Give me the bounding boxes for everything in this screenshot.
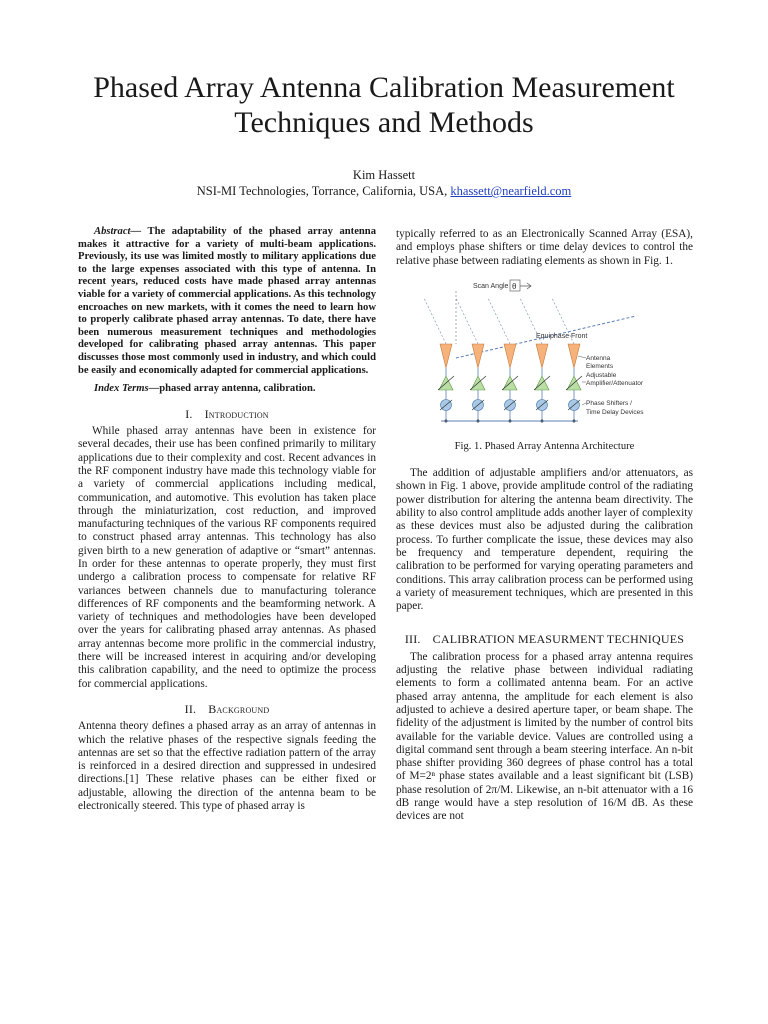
antenna-label: Antenna (586, 354, 611, 362)
antenna-element-icon (504, 344, 516, 368)
beam-ray (456, 298, 478, 344)
author-affiliation (40, 183, 728, 199)
antenna-element-icon (472, 344, 484, 368)
antenna-leader-line (578, 356, 586, 358)
introduction-paragraph: While phased array antennas have been in existence for several decades, their use has been confined primarily to military applications due to their complexity and cost. Recent advances in the RF component industry have made this technology viable for a variety of commercial applications including medical, communication, and automotive. This evolution has taken place through the miniaturization, cost reduction, and improved manufacturing techniques of the various RF components required to construct phased array antennas. This technology has also given birth to a new generation of adaptive or “smart” antennas. In order for these antennas to operate properly, they must first undergo a calibration process to compensate for relative RF variances between channels due to manufacturing tolerance differences of RF components and the beamforming network. A variety of techniques and methodologies have been developed over the years for calibrating phased array antennas. As phased array antennas become more prolific in the commercial industry, there will be increased interest in acquiring and/or developing this calibration capability, and the need to optimize the process for commercial applications. (78, 425, 376, 690)
time-delay-label: Time Delay Devices (586, 408, 644, 416)
section-heading-introduction (78, 408, 376, 421)
paper-title (40, 70, 728, 140)
phase-shifters-label: Phase Shifters / (586, 399, 632, 407)
index-terms (78, 383, 376, 396)
author-email-link[interactable]: khassett@nearfield.com (450, 184, 572, 198)
after-figure-paragraph: The addition of adjustable amplifiers and/or attenuators, as shown in Fig. 1 above, provide amplitude control of the radiating power distribution for altering the antenna beam directivity. The ability to also control amplitude adds another layer of complexity as these devices must also be adjusted during the calibration process. To further complicate the issue, these devices may also be frequency and temperature dependent, requiring the calibration to be performed for varying operating parameters and conditions. This array calibration process can be performed using a variety of measurement techniques, which are presented in this paper. (396, 467, 693, 613)
scan-angle-arrow (520, 283, 531, 289)
beam-ray (424, 298, 446, 344)
title-line-2: Techniques and Methods (234, 106, 534, 139)
author-name: Kim Hassett (352, 168, 416, 182)
amplifier-attenuator-label: Amplifier/Attenuator (586, 379, 644, 387)
section-number: III. (404, 632, 421, 647)
elements-label: Elements (586, 362, 614, 370)
section-heading-background (78, 703, 376, 716)
section-heading-calibration (396, 633, 693, 646)
section-title: Introduction (204, 406, 269, 421)
background-continued-paragraph: typically referred to as an Electronically Scanned Array (ESA), and employs phase shifters or time delay devices to control the relative phase between radiating elements as shown in Fig. 1. (396, 228, 693, 267)
index-terms-text: —phased array antenna, calibration. (148, 383, 316, 395)
right-column (396, 228, 693, 824)
figure-1-diagram (396, 278, 693, 428)
section-title: Background (208, 701, 270, 716)
background-paragraph: Antenna theory defines a phased array as an array of antennas in which the relative phases of the respective signals feeding the antennas are set so that the effective radiation pattern of the array is reinforced in a desired direction and suppressed in undesired directions.[1] These relative phases can be either fixed or adjustable, allowing the direction of the antenna beam to be electronically steered. This type of phased array is (78, 720, 376, 813)
antenna-element-icon (440, 344, 452, 368)
beam-ray (488, 298, 510, 344)
calibration-paragraph: The calibration process for a phased array antenna requires adjusting the relative phase between individual radiating elements to form a collimated antenna beam. For an active phased array antenna, the amplitude for each element is also adjusted to achieve a desired aperture taper, or beam shape. The fidelity of the adjustment is limited by the number of control bits available for the variable device. Values are controlled using a digital command sent through a beam steering interface. An n-bit phase shifter providing 360 degrees of phase control has a total of M=2ⁿ phase states available and a least significant bit (LSB) phase resolution of 2π/M. Likewise, an n-bit attenuator with a 16 dB range would have a step resolution of 16/M dB. As these devices are not (396, 650, 693, 823)
section-title: CALIBRATION MEASURMENT TECHNIQUES (432, 632, 685, 647)
figure-1-caption: Fig. 1. Phased Array Antenna Architecture (454, 440, 635, 452)
abstract-text: The adaptability of the phased array antenna makes it attractive for a variety of multi-beam applications. Previously, its use was limited mostly to military applications due to the large expenses associated with this type of antenna. In recent years, reduced costs have made phased array antennas viable for a variety of commercial applications. As this technology encroaches on new markets, with it comes the need to learn how to properly calibrate phased array antennas. To date, there have been numerous measurement techniques and methodologies developed for calibrating phased array antennas. This paper discusses those most commonly used in industry, and which could be easily and economically adapted for commercial applications. (78, 226, 376, 376)
title-line-1: Phased Array Antenna Calibration Measurement (93, 71, 675, 104)
antenna-element-icon (536, 344, 548, 368)
phased-array-diagram (396, 278, 693, 428)
abstract-label: Abstract— (94, 226, 142, 237)
equiphase-front-label: Equiphase Front (536, 332, 588, 340)
scan-angle-label: Scan Angle (473, 282, 509, 290)
abstract (78, 226, 376, 377)
adjustable-label: Adjustable (586, 371, 617, 379)
left-column (78, 226, 376, 813)
index-terms-label: Index Terms (94, 383, 149, 395)
theta-symbol: θ (512, 281, 517, 291)
array-elements (438, 344, 586, 423)
affiliation-text: NSI-MI Technologies, Torrance, California, USA, (196, 184, 448, 198)
section-number: I. (185, 406, 193, 421)
section-number: II. (184, 701, 197, 716)
